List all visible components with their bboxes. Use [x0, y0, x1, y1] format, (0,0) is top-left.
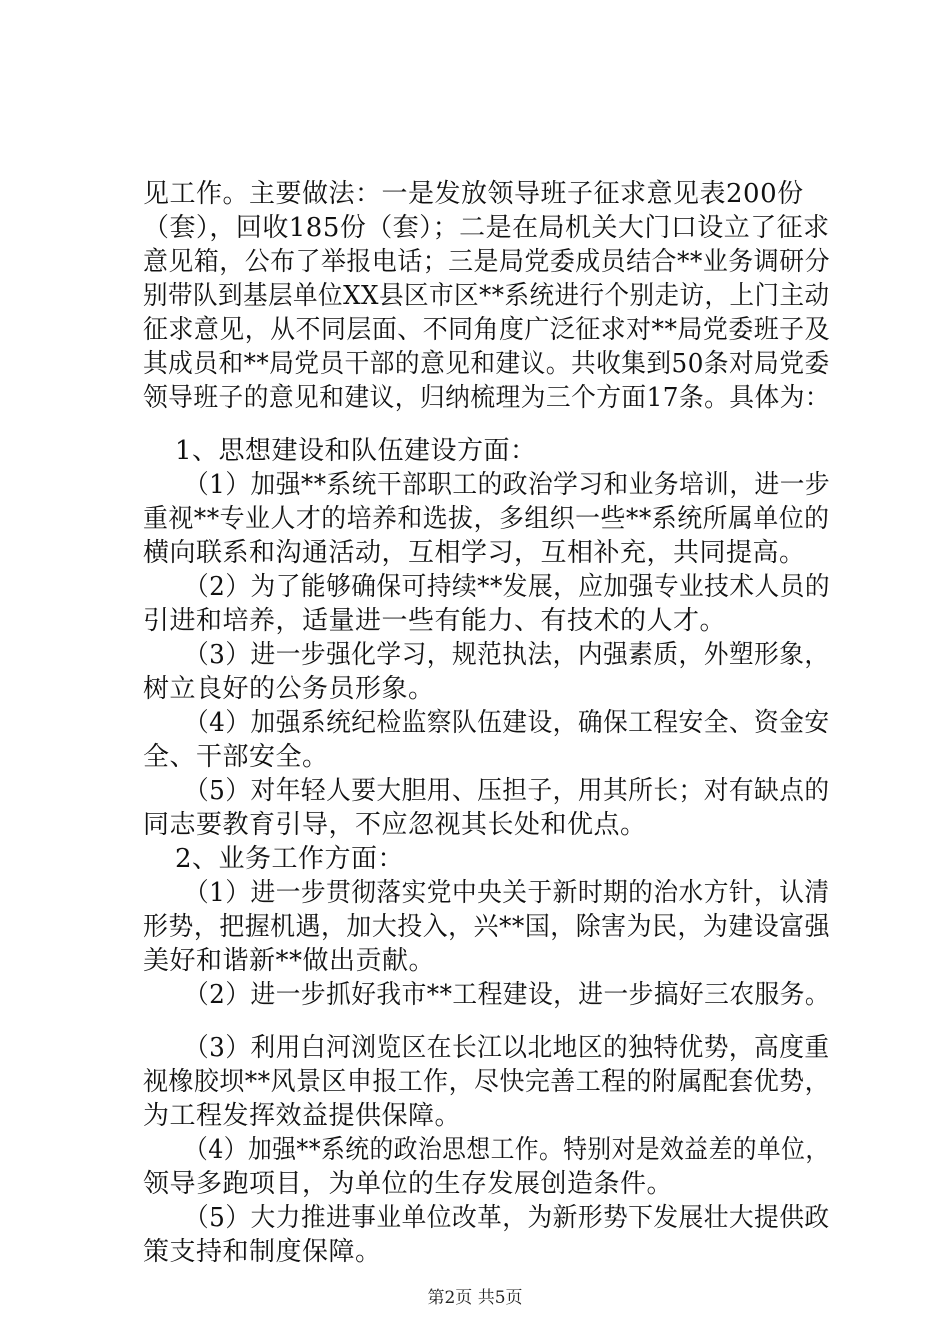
list-item-line: （3）利用白河浏览区在长江以北地区的独特优势，高度重	[184, 1033, 830, 1063]
list-item-line: （4）加强**系统的政治思想工作。特别对是效益差的单位，	[184, 1135, 830, 1165]
list-item-line: （1）进一步贯彻落实党中央关于新时期的治水方针，认清	[184, 878, 830, 908]
list-item-line: 横向联系和沟通活动，互相学习，互相补充，共同提高。	[143, 538, 806, 568]
list-item-line: 引进和培养，适量进一些有能力、有技术的人才。	[143, 606, 727, 636]
paragraph-line: 意见箱，公布了举报电话；三是局党委成员结合**业务调研分	[143, 247, 831, 277]
list-item-line: 策支持和制度保障。	[143, 1237, 382, 1267]
list-item-line: 树立良好的公务员形象。	[143, 674, 435, 704]
section-heading: 2、业务工作方面：	[175, 844, 405, 874]
list-item-line: （2）为了能够确保可持续**发展，应加强专业技术人员的	[184, 572, 831, 602]
list-item-line: （4）加强系统纪检监察队伍建设，确保工程安全、资金安	[184, 708, 830, 738]
list-item-line: （3）进一步强化学习，规范执法，内强素质，外塑形象，	[184, 640, 830, 670]
list-item-line: 重视**专业人才的培养和选拔，多组织一些**系统所属单位的	[143, 504, 830, 534]
list-item-line: 美好和谐新**做出贡献。	[143, 946, 436, 976]
paragraph-line: 别带队到基层单位XX县区市区**系统进行个别走访，上门主动	[143, 281, 830, 311]
paragraph-line: 领导班子的意见和建议，归纳梳理为三个方面17条。具体为：	[143, 383, 831, 413]
paragraph-line: （套），回收185份（套）；二是在局机关大门口设立了征求	[143, 213, 830, 243]
list-item-line: 同志要教育引导，不应忽视其长处和优点。	[143, 810, 647, 840]
list-item-line: （2）进一步抓好我市**工程建设，进一步搞好三农服务。	[184, 980, 831, 1010]
paragraph-line: 见工作。主要做法：一是发放领导班子征求意见表200份	[143, 179, 804, 209]
paragraph-line: 其成员和**局党员干部的意见和建议。共收集到50条对局党委	[143, 349, 830, 379]
list-item-line: （1）加强**系统干部职工的政治学习和业务培训，进一步	[184, 470, 831, 500]
list-item-line: 形势，把握机遇，加大投入，兴**国，除害为民，为建设富强	[143, 912, 831, 942]
page-footer: 第2页 共5页	[427, 1288, 523, 1308]
list-item-line: 为工程发挥效益提供保障。	[143, 1101, 462, 1131]
list-item-line: （5）对年轻人要大胆用、压担子，用其所长；对有缺点的	[184, 776, 830, 806]
list-item-line: 全、干部安全。	[143, 742, 329, 772]
list-item-line: 领导多跑项目，为单位的生存发展创造条件。	[143, 1169, 674, 1199]
list-item-line: （5）大力推进事业单位改革，为新形势下发展壮大提供政	[184, 1203, 830, 1233]
paragraph-line: 征求意见，从不同层面、不同角度广泛征求对**局党委班子及	[143, 315, 831, 345]
list-item-line: 视橡胶坝**风景区申报工作，尽快完善工程的附属配套优势，	[143, 1067, 831, 1097]
section-heading: 1、思想建设和队伍建设方面：	[175, 436, 537, 466]
